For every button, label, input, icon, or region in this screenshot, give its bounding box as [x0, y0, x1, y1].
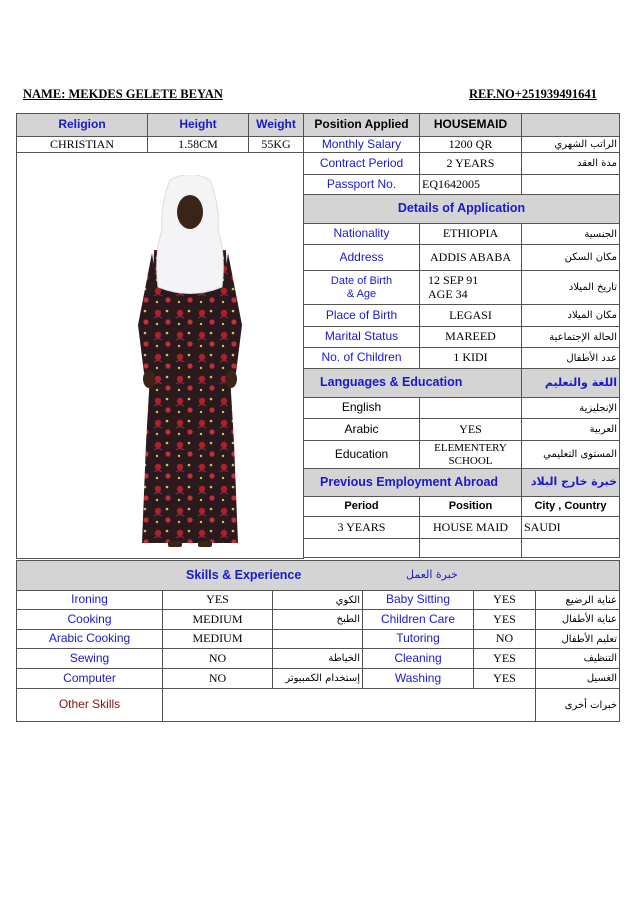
skill-value: YES: [474, 610, 536, 630]
address-ar: مكان السكن: [522, 245, 620, 271]
languages-section-title-ar: اللغة والتعليم: [522, 369, 620, 398]
skill-value: MEDIUM: [163, 610, 273, 630]
place-of-birth-label: Place of Birth: [304, 305, 420, 327]
address-value: ADDIS ABABA: [420, 245, 522, 271]
children-label: No. of Children: [304, 348, 420, 369]
monthly-salary-label: Monthly Salary: [304, 137, 420, 153]
skills-section-title-ar: خبرة العمل: [406, 568, 458, 581]
monthly-salary-value: 1200 QR: [420, 137, 522, 153]
dob-label: Date of Birth & Age: [304, 271, 420, 305]
passport-value: EQ1642005: [420, 175, 522, 195]
skill-label: Ironing: [17, 591, 163, 610]
skill-value: YES: [474, 649, 536, 669]
skill-ar: إستخدام الكمبيوتر: [273, 669, 363, 689]
employment-col-city: City , Country: [522, 497, 620, 517]
weight-value: 55KG: [249, 137, 304, 153]
skill-label: Children Care: [363, 610, 474, 630]
contract-period-value: 2 YEARS: [420, 153, 522, 175]
dob-value: 12 SEP 91 AGE 34: [420, 271, 522, 305]
children-value: 1 KIDI: [420, 348, 522, 369]
skill-value: NO: [474, 630, 536, 649]
education-value: ELEMENTERY SCHOOL: [420, 441, 522, 469]
skill-ar: عناية الأطفال: [536, 610, 620, 630]
marital-status-value: MAREED: [420, 327, 522, 348]
skill-label: Tutoring: [363, 630, 474, 649]
position-applied-value: HOUSEMAID: [420, 114, 522, 137]
skill-ar: الكوي: [273, 591, 363, 610]
skill-value: YES: [163, 591, 273, 610]
details-section-title: Details of Application: [304, 195, 620, 224]
employment-section-title-ar: خبرة خارج البلاد: [522, 469, 620, 497]
english-ar: الإنجليزية: [522, 398, 620, 419]
skill-ar: الطبخ: [273, 610, 363, 630]
place-of-birth-value: LEGASI: [420, 305, 522, 327]
height-label: Height: [148, 114, 249, 137]
weight-label: Weight: [249, 114, 304, 137]
skills-section-title: Skills & Experience: [186, 568, 302, 582]
skill-label: Washing: [363, 669, 474, 689]
religion-label: Religion: [17, 114, 148, 137]
education-label: Education: [304, 441, 420, 469]
children-ar: عدد الأطفال: [522, 348, 620, 369]
passport-label: Passport No.: [304, 175, 420, 195]
skill-ar: التنظيف: [536, 649, 620, 669]
reference-number: REF.NO+251939491641: [469, 87, 597, 101]
skill-ar: تعليم الأطفال: [536, 630, 620, 649]
religion-value: CHRISTIAN: [17, 137, 148, 153]
skill-ar: [273, 630, 363, 649]
employment-section-title: Previous Employment Abroad: [304, 469, 522, 497]
employment-col-position: Position: [420, 497, 522, 517]
nationality-value: ETHIOPIA: [420, 224, 522, 245]
employment-col-period: Period: [304, 497, 420, 517]
other-skills-ar: خبرات أخرى: [536, 689, 620, 722]
skill-ar: عناية الرضيع: [536, 591, 620, 610]
address-label: Address: [304, 245, 420, 271]
dob-ar: تاريخ الميلاد: [522, 271, 620, 305]
skill-value: YES: [474, 591, 536, 610]
employment-period: 3 YEARS: [304, 517, 420, 539]
arabic-ar: العربية: [522, 419, 620, 441]
skill-ar: الغسيل: [536, 669, 620, 689]
skill-label: Arabic Cooking: [17, 630, 163, 649]
skill-value: MEDIUM: [163, 630, 273, 649]
candidate-name: NAME: MEKDES GELETE BEYAN: [23, 87, 223, 101]
skill-ar: الخياطة: [273, 649, 363, 669]
arabic-label: Arabic: [304, 419, 420, 441]
nationality-label: Nationality: [304, 224, 420, 245]
other-skills-value: [163, 689, 536, 722]
languages-section-title: Languages & Education: [304, 369, 522, 398]
skills-section-header: [17, 561, 620, 591]
height-value: 1.58CM: [148, 137, 249, 153]
skill-value: NO: [163, 669, 273, 689]
employment-position: HOUSE MAID: [420, 517, 522, 539]
monthly-salary-ar: الراتب الشهري: [522, 137, 620, 153]
candidate-photo: [130, 175, 250, 553]
education-ar: المستوى التعليمي: [522, 441, 620, 469]
skill-label: Cooking: [17, 610, 163, 630]
skill-value: YES: [474, 669, 536, 689]
employment-period: [304, 539, 420, 558]
skills-table: [16, 560, 620, 722]
employment-city: [522, 539, 620, 558]
marital-status-ar: الحالة الإجتماعية: [522, 327, 620, 348]
employment-city: SAUDI: [522, 517, 620, 539]
nationality-ar: الجنسية: [522, 224, 620, 245]
place-of-birth-ar: مكان الميلاد: [522, 305, 620, 327]
skill-label: Sewing: [17, 649, 163, 669]
contract-period-label: Contract Period: [304, 153, 420, 175]
skill-label: Computer: [17, 669, 163, 689]
cv-upper-table: [16, 113, 620, 559]
employment-position: [420, 539, 522, 558]
arabic-value: YES: [420, 419, 522, 441]
skill-label: Cleaning: [363, 649, 474, 669]
skill-label: Baby Sitting: [363, 591, 474, 610]
position-applied-label: Position Applied: [304, 114, 420, 137]
english-value: [420, 398, 522, 419]
skill-value: NO: [163, 649, 273, 669]
other-skills-label: Other Skills: [17, 689, 163, 722]
english-label: English: [304, 398, 420, 419]
marital-status-label: Marital Status: [304, 327, 420, 348]
contract-period-ar: مدة العقد: [522, 153, 620, 175]
